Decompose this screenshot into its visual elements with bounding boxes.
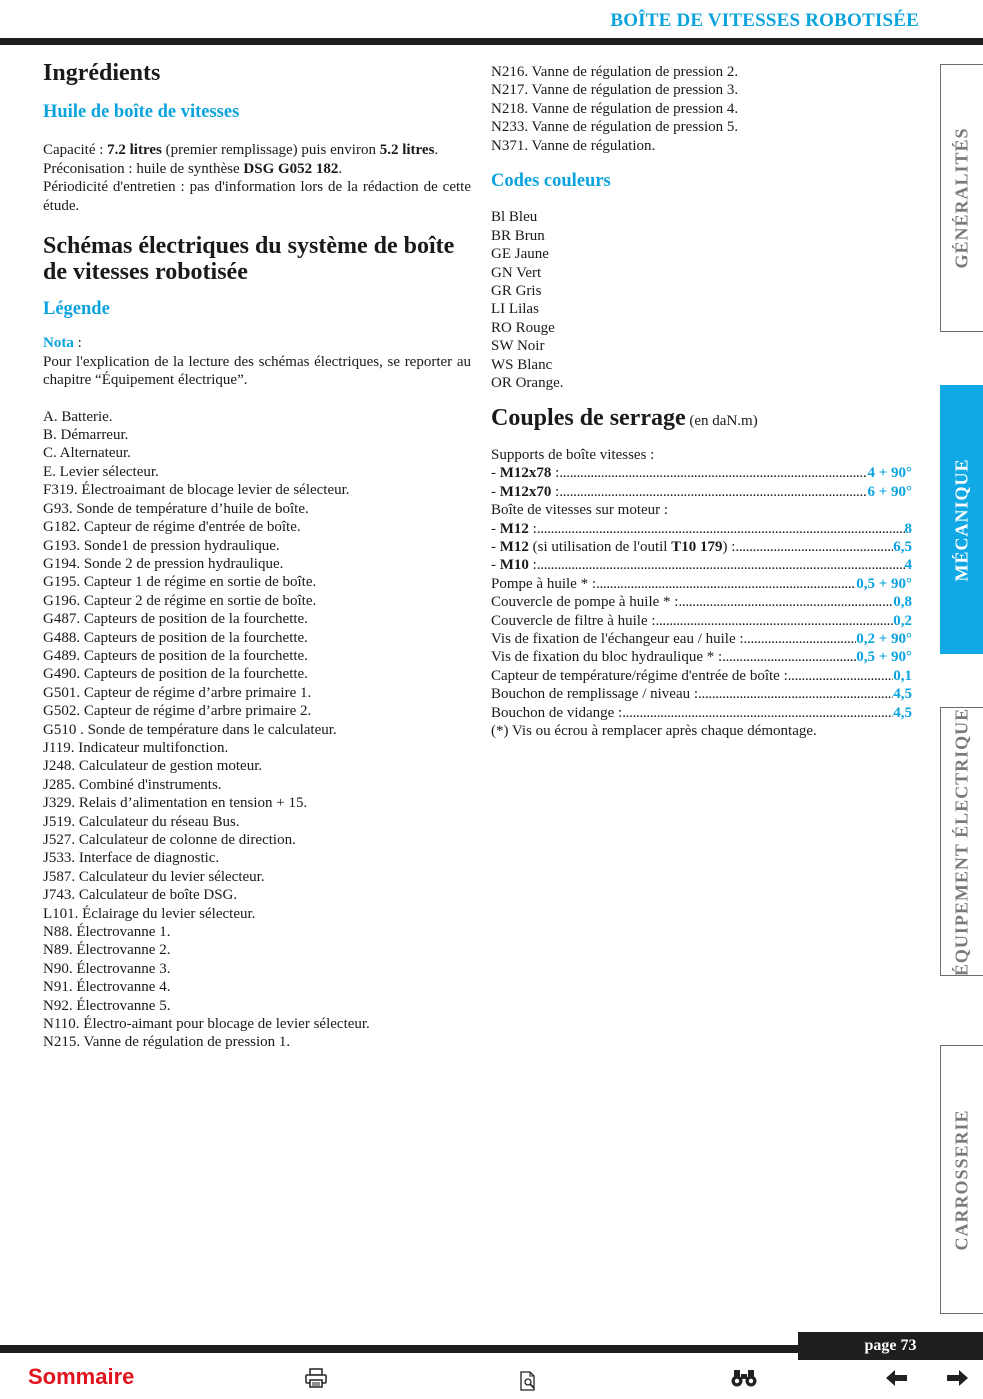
tab-carrosserie[interactable]: CARROSSERIE [940,1045,983,1314]
torque-row-m12-tool: - M12 (si utilisation de l'outil T10 179) : ..... 6,5 [491,538,912,556]
torque-row-capteur: Capteur de température/régime d'entrée de boîte : ..... 0,1 [491,667,912,685]
legend-item: G182. Capteur de régime d'entrée de boîte. [43,519,301,536]
legend-item: N110. Électro-aimant pour blocage de levier sélecteur. [43,1016,370,1033]
legend-item: N90. Électrovanne 3. [43,960,171,977]
legend-item: G501. Capteur de régime d’arbre primaire 1. [43,684,312,701]
legend-item: G487. Capteurs de position de la fourchette. [43,611,308,628]
capacity-text: Capacité : 7.2 litres (premier remplissage) puis environ 5.2 litres. [43,142,439,159]
running-header: BOÎTE DE VITESSES ROBOTISÉE [610,10,919,31]
footnote: (*) Vis ou écrou à remplacer après chaque démontage. [491,723,817,739]
legend-list-continued [491,63,912,155]
legend-item: G194. Sonde 2 de pression hydraulique. [43,555,284,572]
subtitle-codes: Codes couleurs [491,171,611,192]
legend-item: N215. Vanne de régulation de pression 1. [43,1034,291,1051]
header-rule [0,38,983,45]
torque-row-m12x78: - M12x78 : ..... 4 + 90° [491,464,912,482]
nota-line: Nota : [43,335,82,352]
printer-icon[interactable] [305,1368,327,1393]
tab-equipement-electrique[interactable]: ÉQUIPEMENT ÉLECTRIQUE [940,707,983,976]
legend-item: J329. Relais d’alimentation en tension + 15. [43,795,308,812]
legend-item: J743. Calculateur de boîte DSG. [43,887,238,904]
legend-item: G502. Capteur de régime d’arbre primaire 2. [43,703,312,720]
color-code-item: RO Rouge [491,319,555,336]
section-title-ingredients: Ingrédients [43,60,161,86]
legend-item: J248. Calculateur de gestion moteur. [43,758,263,775]
legend-item: A. Batterie. [43,408,113,425]
legend-item: J527. Calculateur de colonne de direction. [43,832,296,848]
torque-row-vidange: Bouchon de vidange : ..... 4,5 [491,704,912,722]
legend-item: N88. Électrovanne 1. [43,924,171,941]
legend-item: N217. Vanne de régulation de pression 3. [491,82,739,99]
legend-item: E. Levier sélecteur. [43,463,159,480]
preconisation-text: Préconisation : huile de synthèse DSG G052 182. [43,160,343,177]
torque-row-echangeur: Vis de fixation de l'échangeur eau / huile : ..... 0,2 + 90° [491,630,912,648]
color-code-item: OR Orange. [491,375,564,392]
document-icon[interactable] [519,1371,537,1396]
legend-item: G93. Sonde de température d’huile de boîte. [43,500,309,517]
legend-item: N92. Électrovanne 5. [43,997,171,1014]
tab-generalites[interactable]: GÉNÉRALITÉS [940,64,983,332]
color-code-item: GE Jaune [491,246,549,263]
legend-item: G489. Capteurs de position de la fourchette. [43,647,308,664]
legend-item: J119. Indicateur multifonction. [43,739,229,756]
binoculars-icon[interactable] [731,1368,757,1393]
periodicite-text: Périodicité d'entretien : pas d'information lors de la rédaction de cette étude. [43,179,471,214]
torque-row-couvercle-pompe: Couvercle de pompe à huile * : ..... 0,8 [491,593,912,611]
legend-list [43,408,471,1052]
legend-item: G195. Capteur 1 de régime en sortie de boîte. [43,574,317,591]
torque-row-m12: - M12 : ..... 8 [491,520,912,538]
legend-item: N218. Vanne de régulation de pression 4. [491,100,739,117]
color-code-item: GN Vert [491,264,542,281]
page-number: page 73 [798,1332,983,1360]
color-code-item: BR Brun [491,227,545,244]
legend-item: L101. Éclairage du levier sélecteur. [43,905,256,922]
color-code-item: WS Blanc [491,356,553,373]
subtitle-legende: Légende [43,299,110,320]
supports-label: Supports de boîte vitesses : [491,446,655,463]
legend-item: N216. Vanne de régulation de pression 2. [491,64,739,80]
legend-item: G510 . Sonde de température dans le calculateur. [43,721,337,738]
legend-item: B. Démarreur. [43,427,129,444]
legend-item: N89. Électrovanne 2. [43,942,171,959]
torque-row-couvercle-filtre: Couvercle de filtre à huile : ..... 0,2 [491,612,912,630]
legend-item: J519. Calculateur du réseau Bus. [43,813,240,830]
torque-row-pompe: Pompe à huile * : ..... 0,5 + 90° [491,575,912,593]
torque-row-bloc-hydraulique: Vis de fixation du bloc hydraulique * : ..... 0,5 + 90° [491,648,912,666]
nota-text: Pour l'explication de la lecture des schémas électriques, se reporter au chapitre “Équipement électrique”. [43,353,471,389]
legend-item: J533. Interface de diagnostic. [43,850,220,867]
legend-item: J285. Combiné d'instruments. [43,776,222,793]
legend-item: C. Alternateur. [43,445,131,462]
legend-item: N371. Vanne de régulation. [491,137,656,154]
sommaire-link[interactable]: Sommaire [28,1364,135,1389]
subtitle-huile: Huile de boîte de vitesses [43,102,240,122]
legend-item: G196. Capteur 2 de régime en sortie de boîte. [43,592,317,609]
color-code-item: GR Gris [491,283,542,300]
color-code-item: SW Noir [491,338,545,355]
arrow-right-icon[interactable] [946,1370,968,1391]
boite-sur-moteur-label: Boîte de vitesses sur moteur : [491,502,669,519]
legend-item: G490. Capteurs de position de la fourchette. [43,666,308,683]
legend-item: J587. Calculateur du levier sélecteur. [43,868,265,885]
arrow-left-icon[interactable] [886,1370,908,1391]
legend-item: N91. Électrovanne 4. [43,979,171,996]
color-codes-list [491,208,912,392]
torque-row-remplissage: Bouchon de remplissage / niveau : ..... 4,5 [491,685,912,703]
torque-row-m10: - M10 : ..... 4 [491,556,912,574]
legend-item: F319. Électroaimant de blocage levier de sélecteur. [43,482,350,499]
legend-item: N233. Vanne de régulation de pression 5. [491,119,739,136]
legend-item: G193. Sonde1 de pression hydraulique. [43,537,280,554]
left-column [43,60,471,1052]
color-code-item: LI Lilas [491,301,539,318]
tab-mecanique[interactable]: MÉCANIQUE [940,385,983,654]
right-column [491,63,912,740]
section-title-schemas: Schémas électriques du système de boîte de vitesses robotisée [43,233,455,286]
torque-row-m12x70: - M12x70 : ..... 6 + 90° [491,483,912,501]
section-title-couples: Couples de serrage (en daN.m) [491,404,758,431]
color-code-item: Bl Bleu [491,209,538,226]
legend-item: G488. Capteurs de position de la fourchette. [43,629,308,646]
